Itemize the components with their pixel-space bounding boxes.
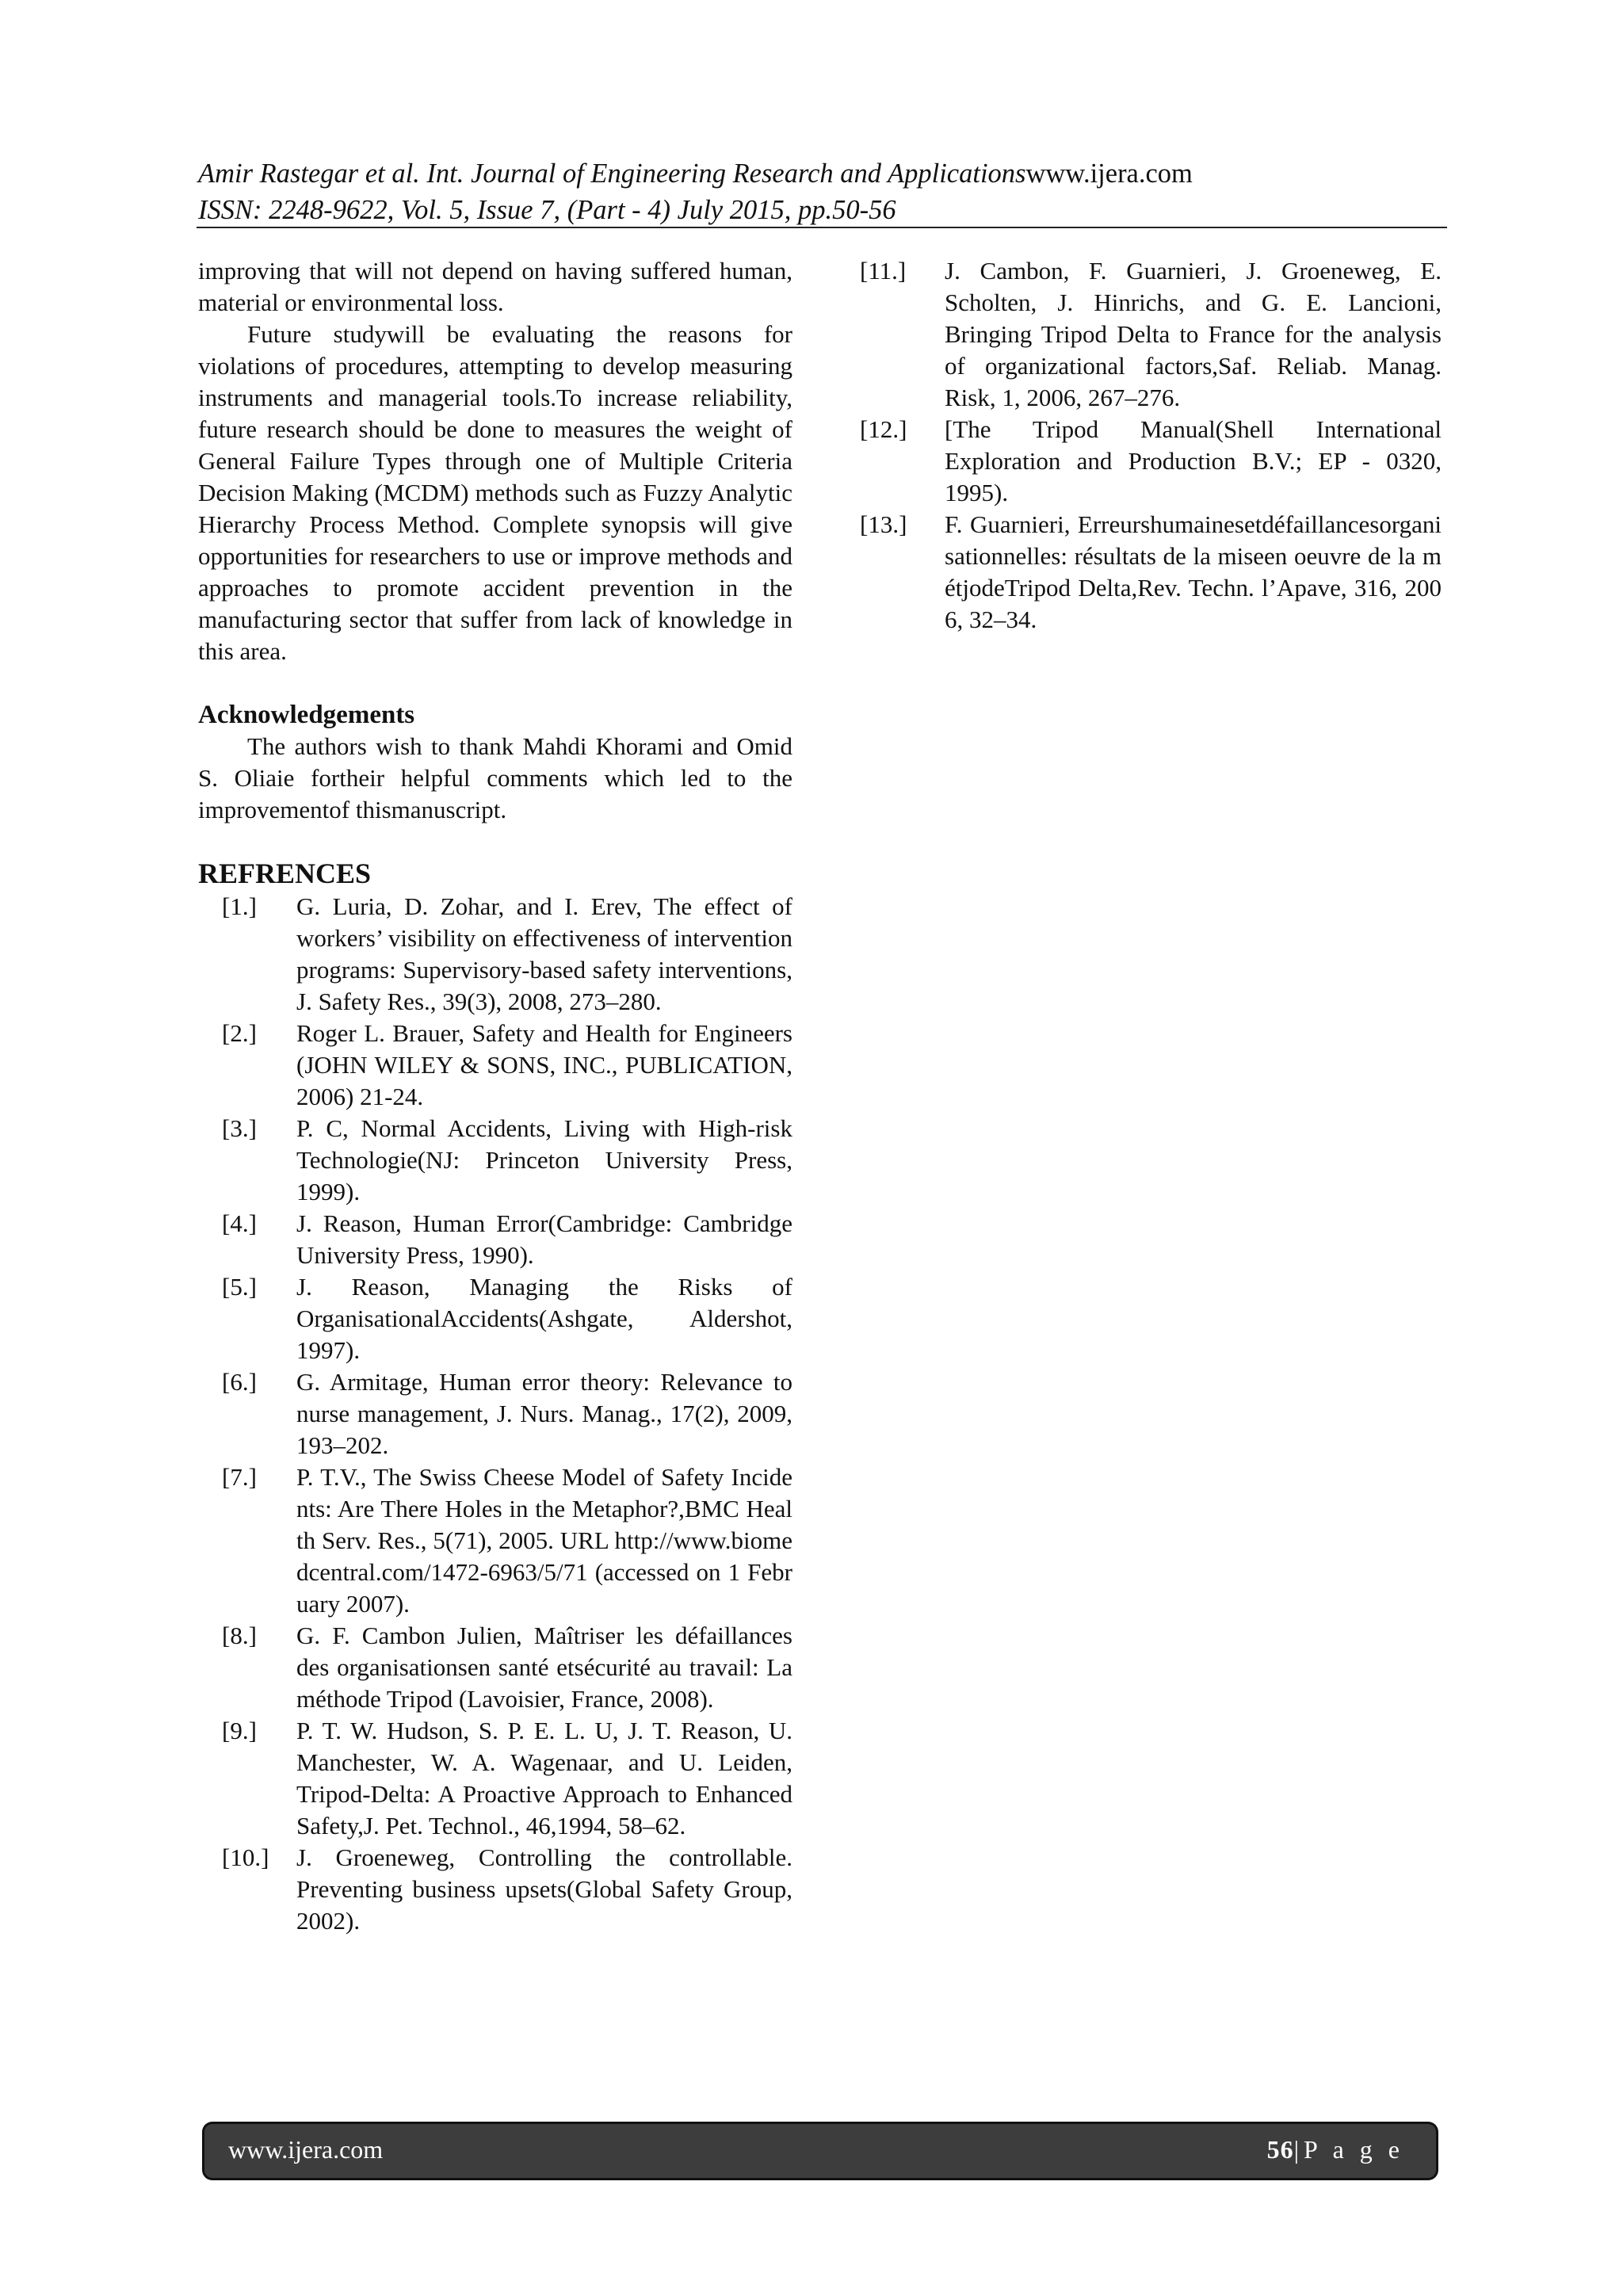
acknowledgements-heading: Acknowledgements [198, 701, 415, 729]
reference-number: [2.] [222, 1019, 257, 1047]
reference-text: [The Tripod Manual(Shell International Exploration and Production B.V.; EP - 0320, 1995). [945, 415, 1442, 506]
reference-text: Roger L. Brauer, Safety and Health for Engineers (JOHN WILEY & SONS, INC., PUBLICATION, 2006) 21-24. [296, 1019, 792, 1110]
header-divider [197, 227, 1447, 228]
acknowledgements-text: The authors wish to thank Mahdi Khorami and Omid S. Oliaie fortheir helpful comments which led to the improvementof thismanuscript. [198, 732, 792, 823]
page-label: |P a g e [1293, 2135, 1404, 2164]
reference-item [198, 1366, 792, 1461]
reference-number: [1.] [222, 892, 257, 920]
reference-number: [13.] [860, 510, 907, 538]
reference-item [198, 1461, 792, 1620]
page-footer [204, 2124, 1436, 2178]
reference-number: [5.] [222, 1273, 257, 1301]
references-list-right [860, 255, 1442, 636]
reference-item [860, 414, 1442, 509]
header-citation-line [198, 155, 1445, 192]
reference-text: J. Reason, Managing the Risks of OrganisationalAccidents(Ashgate, Aldershot, 1997). [296, 1273, 792, 1364]
reference-number: [8.] [222, 1622, 257, 1649]
right-column [860, 255, 1442, 636]
reference-text: J. Cambon, F. Guarnieri, J. Groeneweg, E. Scholten, J. Hinrichs, and G. E. Lancioni, Bringing Tripod Delta to France for the analysis of organizational factors,Saf. Reliab. Manag. Risk, 1, 2006, 267–276. [945, 257, 1442, 411]
reference-item [860, 509, 1442, 636]
reference-number: [4.] [222, 1209, 257, 1237]
reference-number: [6.] [222, 1368, 257, 1396]
reference-text: G. Luria, D. Zohar, and I. Erev, The effect of workers’ visibility on effectiveness of intervention programs: Supervisory-based safety interventions, J. Safety Res., 39(3), 2008, 273–280. [296, 892, 792, 1015]
header-issn-line: ISSN: 2248-9622, Vol. 5, Issue 7, (Part - 4) July 2015, pp.50-56 [198, 195, 896, 225]
reference-item [198, 1018, 792, 1113]
running-header [198, 155, 1445, 228]
reference-number: [10.] [222, 1843, 269, 1871]
reference-item [198, 1271, 792, 1366]
footer-site-link[interactable]: www.ijera.com [228, 2135, 384, 2164]
reference-item [198, 1208, 792, 1271]
reference-text: F. Guarnieri, Erreurshumainesetdéfaillancesorganisationnelles: résultats de la miseen oeuvre de la métjodeTripod Delta,Rev. Techn. l’Apave, 316, 2006, 32–34. [945, 510, 1442, 633]
reference-number: [11.] [860, 257, 907, 285]
reference-text: G. F. Cambon Julien, Maîtriser les défaillances des organisationsen santé etsécurité au travail: La méthode Tripod (Lavoisier, France, 2008). [296, 1622, 792, 1713]
body-paragraph: improving that will not depend on having suffered human, material or environmental loss. [198, 257, 792, 316]
reference-text: G. Armitage, Human error theory: Relevance to nurse management, J. Nurs. Manag., 17(2), 2009, 193–202. [296, 1368, 792, 1459]
reference-number: [7.] [222, 1463, 257, 1491]
references-list-left [198, 891, 792, 1937]
reference-text: J. Reason, Human Error(Cambridge: Cambridge University Press, 1990). [296, 1209, 792, 1269]
reference-item [198, 891, 792, 1018]
reference-text: P. T. W. Hudson, S. P. E. L. U, J. T. Reason, U. Manchester, W. A. Wagenaar, and U. Leiden, Tripod-Delta: A Proactive Approach to Enhanced Safety,J. Pet. Technol., 46,1994, 58–62. [296, 1717, 792, 1839]
reference-number: [9.] [222, 1717, 257, 1744]
reference-item [198, 1715, 792, 1842]
page-number: 56 [1266, 2135, 1294, 2164]
left-column [198, 255, 792, 1937]
footer-page-indicator [1267, 2135, 1404, 2164]
reference-item [198, 1620, 792, 1715]
reference-text: J. Groeneweg, Controlling the controllable. Preventing business upsets(Global Safety Group, 2002). [296, 1843, 792, 1935]
reference-number: [3.] [222, 1114, 257, 1142]
reference-number: [12.] [860, 415, 907, 443]
reference-item [860, 255, 1442, 414]
header-journal-citation: Amir Rastegar et al. Int. Journal of Engineering Research and Applications [198, 159, 1026, 189]
references-heading: REFRENCES [198, 858, 372, 889]
body-paragraph-future-study: Future studywill be evaluating the reasons for violations of procedures, attempting to develop measuring instruments and managerial tools.To increase reliability, future research should be done to measures the weight of General Failure Types through one of Multiple Criteria Decision Making (MCDM) methods such as Fuzzy Analytic Hierarchy Process Method. Complete synopsis will give opportunities for researchers to use or improve methods and approaches to promote accident prevention in the manufacturing sector that suffer from lack of knowledge in this area. [198, 320, 792, 665]
reference-text: P. C, Normal Accidents, Living with High-risk Technologie(NJ: Princeton University Press, 1999). [296, 1114, 792, 1205]
reference-item [198, 1842, 792, 1937]
reference-item [198, 1113, 792, 1208]
header-journal-site[interactable]: www.ijera.com [1025, 159, 1193, 189]
reference-text: P. T.V., The Swiss Cheese Model of Safety Incidents: Are There Holes in the Metaphor?,BMC Health Serv. Res., 5(71), 2005. URL http://www.biomedcentral.com/1472-6963/5/71 (accessed on 1 February 2007). [296, 1463, 792, 1618]
